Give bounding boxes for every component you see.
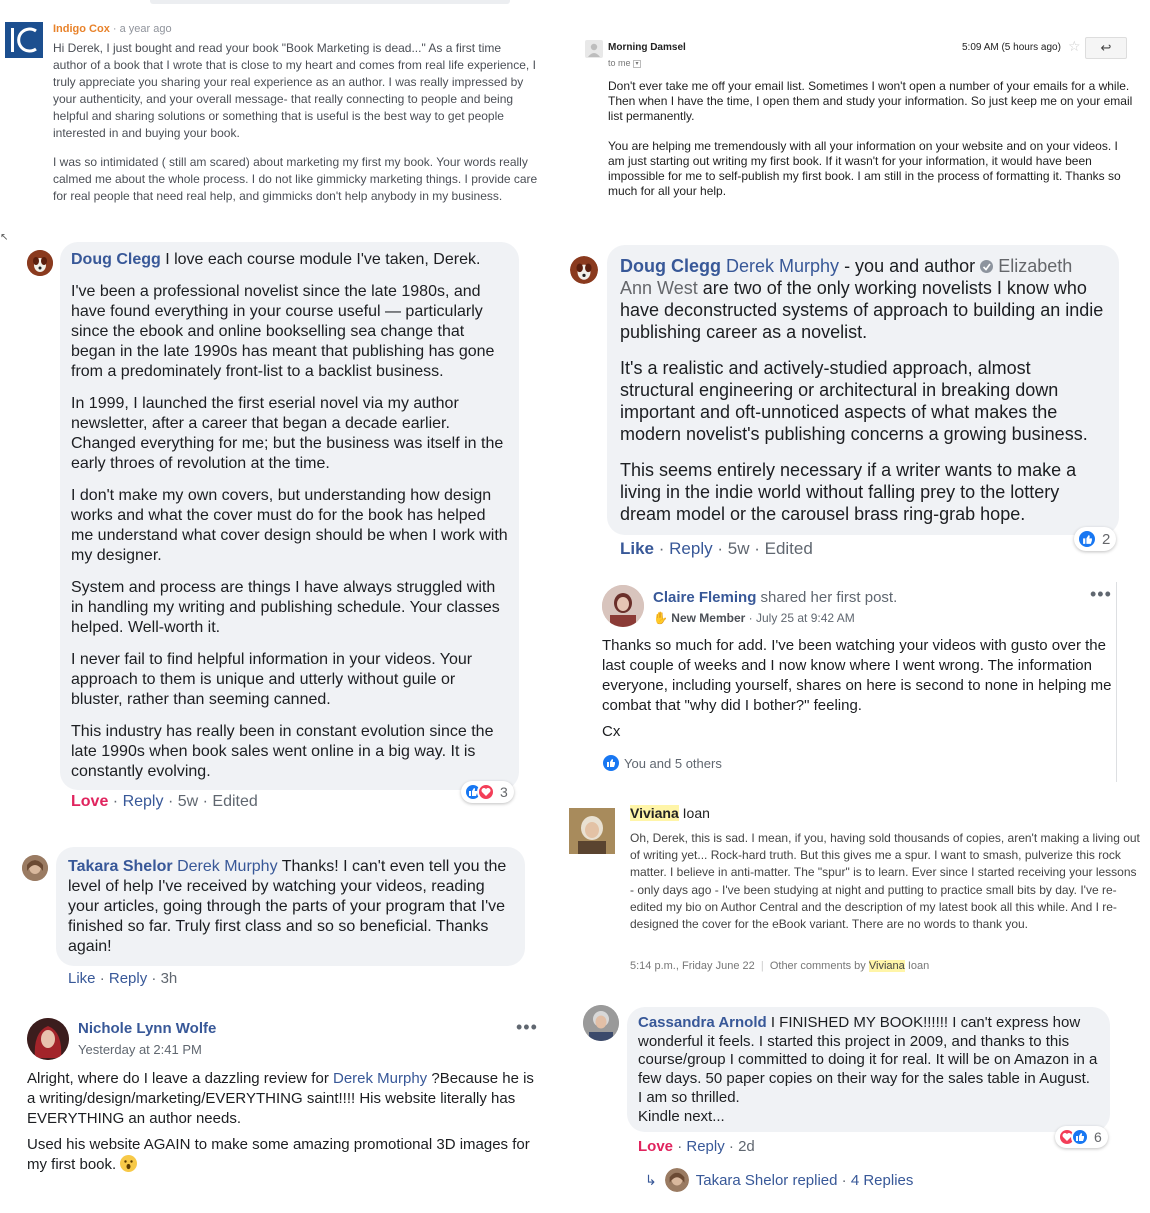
reply-link[interactable]: Reply	[122, 793, 164, 810]
edited-label: Edited	[212, 793, 258, 810]
badge-icon	[980, 260, 993, 273]
claire-name[interactable]: Claire Fleming	[653, 589, 757, 606]
more-options-icon[interactable]: •••	[1090, 584, 1112, 604]
cassandra-text: I FINISHED MY BOOK!!!!!! I can't express how wonderful it feels. I started this project in 2009, and thanks to this course/group I committed to doing it for real. It will be on Amazon in a few days. 50 paper copies on their way for the sales table in August. I am so thrilled.	[638, 1014, 1098, 1106]
love-button[interactable]: Love	[638, 1138, 674, 1155]
doug-paragraph: This industry has really been in constant evolution since the late 1990s when book sales went online in a big way. It is constantly evolving.	[71, 723, 494, 780]
mention-derek[interactable]: Derek Murphy	[332, 1070, 428, 1087]
claire-action: shared her first post.	[756, 589, 898, 606]
reaction-count: 6	[1094, 1129, 1102, 1145]
reply-button[interactable]	[1085, 37, 1127, 59]
like-button[interactable]: Like	[68, 970, 96, 987]
reaction-summary[interactable]	[461, 781, 514, 803]
other-comments-last: Ioan	[904, 960, 930, 972]
doug-lead: I love each course module I've taken, Derek.	[160, 251, 481, 268]
dog-avatar-icon	[570, 256, 598, 284]
post-time[interactable]: · July 25 at 9:42 AM	[748, 611, 855, 625]
reply-link[interactable]: Reply	[108, 970, 148, 987]
nichole-text-1: Alright, where do I leave a dazzling review for	[27, 1070, 333, 1087]
takara-actions: Like · Reply · 3h	[68, 970, 178, 987]
other-comments-link[interactable]	[770, 960, 929, 972]
cassandra-actions: Love · Reply · 2d	[638, 1138, 755, 1155]
doug-avatar[interactable]	[570, 256, 598, 284]
indigo-paragraph: I was so intimidated ( still am scared) about marketing my first my book. Your words really calmed me about the whole process. I do not like gimmicky marketing things. I provide care for real people that need real help, and gimmicks don't help anybody in my business.	[53, 155, 538, 203]
nichole-text-2: ?Because he is a writing/design/marketing/EVERYTHING saint!!!! His website literally has EVERYTHING an author needs.	[27, 1070, 534, 1127]
doug2-paragraph: This seems entirely necessary if a writer wants to make a living in the indie world without falling prey to the lottery dream model or the carousel brass ring-grab hope.	[620, 460, 1077, 524]
comment-time[interactable]: 5w	[177, 793, 199, 810]
like-reaction-icon	[1071, 1128, 1089, 1146]
doug-paragraph: I never fail to find helpful information in your videos. Your approach to them is unique and utterly without guile or bluster, rather than seeming canned.	[71, 651, 473, 708]
dog-avatar-icon	[27, 250, 53, 276]
takara-avatar	[665, 1168, 689, 1192]
portrait-avatar-icon	[27, 1018, 69, 1060]
mention-derek[interactable]: Derek Murphy	[177, 858, 278, 875]
doug-avatar[interactable]	[27, 250, 53, 276]
like-reaction-icon	[1077, 529, 1097, 549]
viviana-first: Viviana	[630, 805, 679, 821]
love-reaction-icon	[477, 783, 495, 801]
nichole-time[interactable]: Yesterday at 2:41 PM	[78, 1042, 202, 1057]
replied-label[interactable]: Takara Shelor replied	[695, 1171, 838, 1189]
like-reaction-icon	[603, 755, 619, 771]
more-options-icon[interactable]: •••	[516, 1017, 538, 1037]
reply-link[interactable]: Reply	[669, 539, 713, 558]
portrait-avatar-icon	[22, 855, 48, 881]
indigo-logo	[5, 22, 43, 58]
replies-row[interactable]: ↳ Takara Shelor replied · 4 Replies	[645, 1168, 913, 1192]
doug-name[interactable]: Doug Clegg	[71, 251, 161, 268]
portrait-avatar-icon	[569, 808, 615, 854]
viviana-time[interactable]: 5:14 p.m., Friday June 22	[630, 960, 755, 972]
claire-sign: Cx	[602, 723, 621, 740]
reaction-count: 2	[1102, 530, 1111, 548]
indigo-time: · a year ago	[112, 23, 172, 35]
indigo-paragraph: Hi Derek, I just bought and read your book "Book Marketing is dead..." As a first time author of a book that I wrote that is close to my heart and comes from real life experience, I truly appreciate you sharing your real experience as an author. I was really impressed by your authenticity, and your overall message- that really connecting to people and being helpful and sharing solutions or something that is useful is the best way to get people interested in and buying your book.	[53, 41, 536, 140]
person-icon	[585, 40, 603, 58]
reaction-summary[interactable]	[1074, 527, 1116, 551]
email-to-label: to me	[608, 58, 631, 68]
email-time: 5:09 AM (5 hours ago)	[962, 42, 1061, 53]
cursor-icon: ↖	[0, 232, 9, 243]
surprised-emoji-icon	[120, 1155, 137, 1172]
viviana-avatar[interactable]	[569, 808, 615, 854]
email-sender[interactable]: Morning Damsel	[608, 42, 686, 53]
email-paragraph: You are helping me tremendously with all your information on your website and on your videos. I am just starting out writing my first book. If it wasn't for your information, it would have been impossible for me to self-publish my first book. I am still in the process of formatting it. Thanks so much for all your help.	[608, 139, 1121, 198]
love-button[interactable]: Love	[71, 793, 109, 810]
other-comments-label: Other comments by	[769, 960, 869, 972]
nichole-name[interactable]: Nichole Lynn Wolfe	[78, 1020, 217, 1037]
cassandra-comment-text	[638, 1014, 1098, 1126]
other-comments-first: Viviana	[868, 960, 905, 972]
nichole-text-3: Used his website AGAIN to make some amazing promotional 3D images for my first book.	[27, 1136, 530, 1173]
indigo-header	[53, 23, 172, 35]
takara-name[interactable]: Takara Shelor	[68, 858, 173, 875]
takara-text: Thanks! I can't even tell you the level of help I've received by watching your videos, reading your articles, going through the parts of your program that I've finished so far. Truly first class and so so beneficial. Thanks again!	[68, 858, 507, 955]
doug-comment-text	[71, 250, 511, 794]
reply-arrow-icon: ↩	[1100, 40, 1112, 55]
edited-label: Edited	[764, 539, 813, 558]
claire-paragraph: Thanks so much for add. I've been watching your videos with gusto over the last couple of weeks and I now know where I went wrong. The information everyone, including yourself, shares on here is second to none in helping me combat that "why did I bother?" feeling.	[602, 637, 1112, 714]
claire-header	[653, 589, 897, 606]
likes-summary: You and 5 others	[624, 755, 722, 771]
cassandra-name[interactable]: Cassandra Arnold	[638, 1014, 767, 1031]
claire-subheader	[653, 611, 855, 625]
reply-link[interactable]: Reply	[686, 1138, 725, 1155]
takara-comment-text	[68, 857, 518, 957]
email-avatar	[585, 40, 603, 58]
star-icon[interactable]: ☆	[1068, 38, 1081, 54]
doug2-paragraph: It's a realistic and actively-studied approach, almost structural engineering or architectural in breaking down important and oft-unnoticed aspects of what makes the modern novelist's publishing concerns a growing business.	[620, 358, 1088, 444]
dropdown-icon[interactable]: ▾	[633, 60, 641, 68]
doug-paragraph: In 1999, I launched the first eserial novel via my author newsletter, after a career that began a decade earlier. Changed everything for me; but the business was itself in the early throes of revolution at the time.	[71, 395, 504, 472]
post-divider	[1116, 582, 1117, 782]
claire-text	[602, 636, 1112, 742]
doug-paragraph: I've been a professional novelist since the late 1980s, and have found everything in your course useful — particularly since the ebook and online bookselling sea change that began in the late 1990s has meant that publishing has gone from a predominately front-list to a backlist business.	[71, 283, 495, 380]
mention-elizabeth[interactable]: Elizabeth Ann West	[620, 256, 1073, 298]
reply-arrow-icon: ↳	[645, 1171, 657, 1188]
reaction-summary[interactable]	[1055, 1126, 1108, 1148]
doug-actions: Love · Reply · 5w · Edited	[71, 793, 258, 810]
viviana-name[interactable]	[630, 805, 710, 821]
comment-time[interactable]: 2d	[738, 1138, 755, 1155]
replies-count[interactable]: 4 Replies	[850, 1171, 914, 1189]
wave-icon: ✋	[653, 611, 668, 625]
doug-name[interactable]: Doug Clegg	[620, 256, 721, 276]
email-to[interactable]	[608, 58, 641, 68]
cassandra-avatar[interactable]	[583, 1005, 619, 1041]
doug2-lead2: are two of the only working novelists I know who have deconstructed systems of approach to building an indie publishing career as a novelist.	[620, 278, 1104, 342]
ic-logo-icon	[5, 22, 43, 58]
email-body	[608, 79, 1133, 199]
viviana-footer: 5:14 p.m., Friday June 22 | Other comments by Viviana Ioan	[630, 960, 930, 972]
takara-avatar[interactable]	[22, 855, 48, 881]
doug2-actions: Like · Reply · 5w · Edited	[620, 539, 813, 558]
reaction-count: 3	[500, 784, 508, 800]
comment-time[interactable]: 3h	[160, 970, 178, 987]
like-button[interactable]: Like	[620, 539, 655, 558]
comment-time[interactable]: 5w	[727, 539, 750, 558]
doug-paragraph: System and process are things I have always struggled with in handling my writing and publishing schedule. Your classes helped. Well-worth it.	[71, 579, 500, 636]
portrait-avatar-icon	[583, 1005, 619, 1041]
member-badge: New Member	[671, 611, 746, 625]
indigo-name[interactable]: Indigo Cox	[53, 23, 110, 35]
nichole-text	[27, 1069, 537, 1175]
cassandra-text-2: Kindle next...	[638, 1107, 725, 1125]
viviana-text: Oh, Derek, this is sad. I mean, if you, having sold thousands of copies, aren't making a living out of writing yet... Rock-hard truth. But this gives me a spur. I want to smash, pulverize this rock matter. I believe in anti-matter. The "spur" is to learn. Ever since I started receiving your lessons - only days ago - I've been studying at night and putting to practice small bits by day. I've re-edited my bio on Author Central and the description of my latest book all this while. And I re-designed the cover for the eBook variant. There are no words to thank you.	[630, 831, 1140, 932]
nichole-avatar[interactable]	[27, 1018, 69, 1060]
claire-likes[interactable]	[603, 755, 722, 771]
claire-avatar[interactable]	[602, 585, 644, 627]
indigo-text	[53, 40, 538, 205]
email-paragraph: Don't ever take me off your email list. Sometimes I won't open a number of your emails for a while. Then when I have the time, I open them and study your information. So just keep me on your email list permanently.	[608, 79, 1133, 123]
doug2-comment-text	[620, 255, 1108, 525]
viviana-last: Ioan	[678, 805, 710, 821]
portrait-avatar-icon	[602, 585, 644, 627]
mention-derek[interactable]: Derek Murphy	[726, 256, 840, 276]
doug-paragraph: I don't make my own covers, but understanding how design works and what the cover must do for the book has helped me understand what cover design should be when I work with my designer.	[71, 487, 508, 564]
top-divider	[150, 0, 510, 4]
doug2-lead: - you and author	[839, 256, 976, 276]
